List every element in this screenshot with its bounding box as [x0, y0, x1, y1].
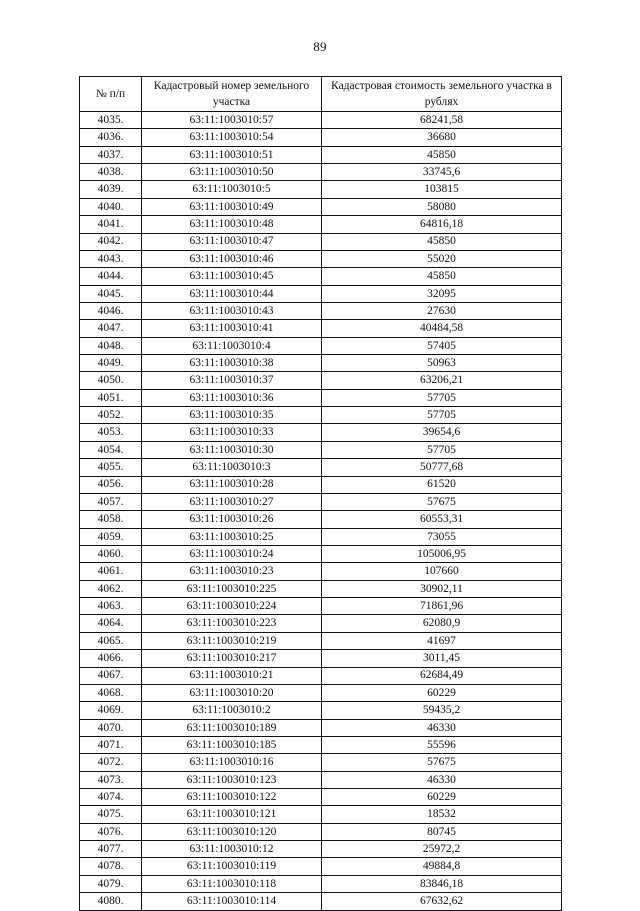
cadastral-number-cell: 63:11:1003010:47	[142, 233, 322, 250]
cadastral-value-cell: 45850	[322, 268, 562, 285]
cadastral-number-cell: 63:11:1003010:26	[142, 511, 322, 528]
cadastral-number-cell: 63:11:1003010:25	[142, 528, 322, 545]
row-number-cell: 4038.	[80, 164, 142, 181]
row-number-cell: 4068.	[80, 684, 142, 701]
row-number-cell: 4039.	[80, 181, 142, 198]
cadastral-value-cell: 40484,58	[322, 320, 562, 337]
table-row	[80, 841, 562, 858]
table-row	[80, 459, 562, 476]
row-number-cell: 4050.	[80, 372, 142, 389]
row-number-cell: 4036.	[80, 129, 142, 146]
header-row-number: № п/п	[80, 77, 142, 112]
row-number-cell: 4075.	[80, 806, 142, 823]
row-number-cell: 4040.	[80, 198, 142, 215]
cadastral-value-cell: 39654,6	[322, 424, 562, 441]
cadastral-value-cell: 50963	[322, 355, 562, 372]
row-number-cell: 4052.	[80, 407, 142, 424]
row-number-cell: 4058.	[80, 511, 142, 528]
cadastral-value-cell: 103815	[322, 181, 562, 198]
cadastral-number-cell: 63:11:1003010:122	[142, 789, 322, 806]
table-row	[80, 302, 562, 319]
row-number-cell: 4059.	[80, 528, 142, 545]
cadastral-number-cell: 63:11:1003010:33	[142, 424, 322, 441]
header-cadastral-number: Кадастровый номер земельного участка	[142, 77, 322, 112]
cadastral-value-cell: 45850	[322, 146, 562, 163]
cadastral-value-cell: 55020	[322, 250, 562, 267]
row-number-cell: 4044.	[80, 268, 142, 285]
cadastral-value-cell: 46330	[322, 771, 562, 788]
cadastral-number-cell: 63:11:1003010:37	[142, 372, 322, 389]
row-number-cell: 4080.	[80, 893, 142, 910]
row-number-cell: 4049.	[80, 355, 142, 372]
row-number-cell: 4061.	[80, 563, 142, 580]
row-number-cell: 4067.	[80, 667, 142, 684]
cadastral-value-table	[79, 76, 562, 911]
table-row	[80, 563, 562, 580]
cadastral-value-cell: 62080,9	[322, 615, 562, 632]
table-row	[80, 355, 562, 372]
table-row	[80, 719, 562, 736]
table-body	[80, 112, 562, 911]
row-number-cell: 4042.	[80, 233, 142, 250]
cadastral-value-cell: 18532	[322, 806, 562, 823]
row-number-cell: 4077.	[80, 841, 142, 858]
cadastral-number-cell: 63:11:1003010:118	[142, 875, 322, 892]
row-number-cell: 4062.	[80, 580, 142, 597]
table-row	[80, 441, 562, 458]
table-row	[80, 632, 562, 649]
table-row	[80, 112, 562, 129]
table-row	[80, 771, 562, 788]
cadastral-value-cell: 57675	[322, 493, 562, 510]
cadastral-number-cell: 63:11:1003010:30	[142, 441, 322, 458]
cadastral-value-cell: 57675	[322, 754, 562, 771]
cadastral-number-cell: 63:11:1003010:5	[142, 181, 322, 198]
table-row	[80, 823, 562, 840]
table-row	[80, 789, 562, 806]
row-number-cell: 4076.	[80, 823, 142, 840]
table-row	[80, 337, 562, 354]
table-row	[80, 372, 562, 389]
table-row	[80, 858, 562, 875]
cadastral-number-cell: 63:11:1003010:119	[142, 858, 322, 875]
row-number-cell: 4051.	[80, 389, 142, 406]
cadastral-value-cell: 58080	[322, 198, 562, 215]
table-row	[80, 598, 562, 615]
cadastral-number-cell: 63:11:1003010:54	[142, 129, 322, 146]
cadastral-number-cell: 63:11:1003010:36	[142, 389, 322, 406]
table-row	[80, 528, 562, 545]
table-row	[80, 146, 562, 163]
cadastral-value-cell: 45850	[322, 233, 562, 250]
cadastral-number-cell: 63:11:1003010:27	[142, 493, 322, 510]
cadastral-value-cell: 30902,11	[322, 580, 562, 597]
table-row	[80, 615, 562, 632]
table-row	[80, 684, 562, 701]
row-number-cell: 4079.	[80, 875, 142, 892]
cadastral-number-cell: 63:11:1003010:43	[142, 302, 322, 319]
table-row	[80, 650, 562, 667]
table-row	[80, 129, 562, 146]
cadastral-number-cell: 63:11:1003010:121	[142, 806, 322, 823]
cadastral-value-cell: 59435,2	[322, 702, 562, 719]
cadastral-value-cell: 62684,49	[322, 667, 562, 684]
cadastral-value-cell: 60229	[322, 789, 562, 806]
table-row	[80, 702, 562, 719]
cadastral-value-cell: 61520	[322, 476, 562, 493]
row-number-cell: 4078.	[80, 858, 142, 875]
row-number-cell: 4063.	[80, 598, 142, 615]
table-row	[80, 580, 562, 597]
row-number-cell: 4065.	[80, 632, 142, 649]
cadastral-value-cell: 36680	[322, 129, 562, 146]
row-number-cell: 4045.	[80, 285, 142, 302]
cadastral-number-cell: 63:11:1003010:21	[142, 667, 322, 684]
cadastral-number-cell: 63:11:1003010:217	[142, 650, 322, 667]
cadastral-value-cell: 41697	[322, 632, 562, 649]
table-row	[80, 806, 562, 823]
cadastral-number-cell: 63:11:1003010:223	[142, 615, 322, 632]
cadastral-value-cell: 25972,2	[322, 841, 562, 858]
row-number-cell: 4056.	[80, 476, 142, 493]
cadastral-value-cell: 50777,68	[322, 459, 562, 476]
row-number-cell: 4064.	[80, 615, 142, 632]
cadastral-number-cell: 63:11:1003010:35	[142, 407, 322, 424]
row-number-cell: 4035.	[80, 112, 142, 129]
cadastral-number-cell: 63:11:1003010:224	[142, 598, 322, 615]
table-row	[80, 285, 562, 302]
row-number-cell: 4069.	[80, 702, 142, 719]
cadastral-number-cell: 63:11:1003010:219	[142, 632, 322, 649]
cadastral-number-cell: 63:11:1003010:185	[142, 736, 322, 753]
row-number-cell: 4060.	[80, 545, 142, 562]
table-row	[80, 268, 562, 285]
cadastral-value-cell: 57705	[322, 441, 562, 458]
cadastral-value-cell: 63206,21	[322, 372, 562, 389]
page-number: 89	[313, 39, 327, 54]
cadastral-value-cell: 73055	[322, 528, 562, 545]
cadastral-number-cell: 63:11:1003010:4	[142, 337, 322, 354]
table-row	[80, 875, 562, 892]
row-number-cell: 4057.	[80, 493, 142, 510]
row-number-cell: 4072.	[80, 754, 142, 771]
table-row	[80, 320, 562, 337]
cadastral-value-cell: 27630	[322, 302, 562, 319]
table-row	[80, 164, 562, 181]
table-row	[80, 389, 562, 406]
cadastral-number-cell: 63:11:1003010:50	[142, 164, 322, 181]
cadastral-value-cell: 57405	[322, 337, 562, 354]
header-cadastral-value: Кадастровая стоимость земельного участка в рублях	[322, 77, 562, 112]
cadastral-number-cell: 63:11:1003010:45	[142, 268, 322, 285]
cadastral-number-cell: 63:11:1003010:114	[142, 893, 322, 910]
cadastral-number-cell: 63:11:1003010:24	[142, 545, 322, 562]
cadastral-number-cell: 63:11:1003010:38	[142, 355, 322, 372]
row-number-cell: 4046.	[80, 302, 142, 319]
table-row	[80, 407, 562, 424]
row-number-cell: 4047.	[80, 320, 142, 337]
cadastral-number-cell: 63:11:1003010:189	[142, 719, 322, 736]
table-row	[80, 511, 562, 528]
row-number-cell: 4073.	[80, 771, 142, 788]
cadastral-number-cell: 63:11:1003010:120	[142, 823, 322, 840]
cadastral-value-cell: 33745,6	[322, 164, 562, 181]
row-number-cell: 4054.	[80, 441, 142, 458]
cadastral-number-cell: 63:11:1003010:48	[142, 216, 322, 233]
row-number-cell: 4071.	[80, 736, 142, 753]
row-number-cell: 4074.	[80, 789, 142, 806]
cadastral-value-cell: 71861,96	[322, 598, 562, 615]
cadastral-value-cell: 57705	[322, 389, 562, 406]
cadastral-number-cell: 63:11:1003010:41	[142, 320, 322, 337]
table-row	[80, 893, 562, 910]
row-number-cell: 4066.	[80, 650, 142, 667]
table-row	[80, 233, 562, 250]
row-number-cell: 4048.	[80, 337, 142, 354]
cadastral-number-cell: 63:11:1003010:123	[142, 771, 322, 788]
table-header-row	[80, 77, 562, 112]
cadastral-value-cell: 57705	[322, 407, 562, 424]
cadastral-value-cell: 67632,62	[322, 893, 562, 910]
cadastral-value-cell: 49884,8	[322, 858, 562, 875]
cadastral-value-cell: 105006,95	[322, 545, 562, 562]
cadastral-number-cell: 63:11:1003010:225	[142, 580, 322, 597]
table-row	[80, 736, 562, 753]
cadastral-value-cell: 55596	[322, 736, 562, 753]
cadastral-number-cell: 63:11:1003010:16	[142, 754, 322, 771]
row-number-cell: 4043.	[80, 250, 142, 267]
cadastral-value-cell: 64816,18	[322, 216, 562, 233]
cadastral-number-cell: 63:11:1003010:3	[142, 459, 322, 476]
cadastral-number-cell: 63:11:1003010:20	[142, 684, 322, 701]
table-row	[80, 250, 562, 267]
row-number-cell: 4053.	[80, 424, 142, 441]
cadastral-value-cell: 60229	[322, 684, 562, 701]
table-row	[80, 545, 562, 562]
cadastral-value-cell: 32095	[322, 285, 562, 302]
cadastral-number-cell: 63:11:1003010:12	[142, 841, 322, 858]
table-row	[80, 424, 562, 441]
table-row	[80, 667, 562, 684]
cadastral-number-cell: 63:11:1003010:44	[142, 285, 322, 302]
row-number-cell: 4070.	[80, 719, 142, 736]
cadastral-value-cell: 46330	[322, 719, 562, 736]
cadastral-number-cell: 63:11:1003010:46	[142, 250, 322, 267]
table-row	[80, 476, 562, 493]
cadastral-number-cell: 63:11:1003010:57	[142, 112, 322, 129]
row-number-cell: 4055.	[80, 459, 142, 476]
table-row	[80, 216, 562, 233]
cadastral-value-cell: 60553,31	[322, 511, 562, 528]
row-number-cell: 4037.	[80, 146, 142, 163]
table-row	[80, 493, 562, 510]
table-row	[80, 754, 562, 771]
cadastral-number-cell: 63:11:1003010:28	[142, 476, 322, 493]
cadastral-value-cell: 83846,18	[322, 875, 562, 892]
cadastral-number-cell: 63:11:1003010:51	[142, 146, 322, 163]
table-row	[80, 181, 562, 198]
cadastral-number-cell: 63:11:1003010:23	[142, 563, 322, 580]
cadastral-number-cell: 63:11:1003010:49	[142, 198, 322, 215]
cadastral-value-cell: 80745	[322, 823, 562, 840]
row-number-cell: 4041.	[80, 216, 142, 233]
table-row	[80, 198, 562, 215]
cadastral-value-cell: 68241,58	[322, 112, 562, 129]
cadastral-number-cell: 63:11:1003010:2	[142, 702, 322, 719]
cadastral-value-cell: 3011,45	[322, 650, 562, 667]
cadastral-value-cell: 107660	[322, 563, 562, 580]
